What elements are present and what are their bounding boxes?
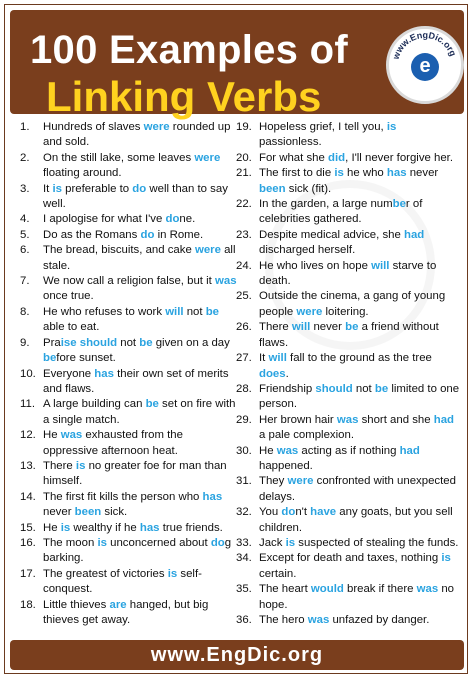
item-sentence bbox=[259, 197, 460, 228]
item-number: 26. bbox=[236, 321, 252, 334]
sentence-text: loitering. bbox=[322, 305, 369, 318]
sentence-text: n't bbox=[295, 506, 311, 519]
sentence-text: Everyone bbox=[43, 367, 95, 380]
list-item bbox=[236, 289, 460, 320]
sentence-text: set on fire with a single match. bbox=[43, 398, 236, 426]
list-item bbox=[20, 428, 238, 459]
item-number: 3. bbox=[20, 182, 30, 195]
list-item bbox=[20, 336, 238, 367]
list-item bbox=[236, 151, 460, 166]
sentence-text: hanged, but big thieves get away. bbox=[43, 598, 209, 626]
sentence-text: The greatest of victories bbox=[43, 567, 168, 580]
logo-text: www.EngDic.org bbox=[390, 29, 459, 61]
linking-verb: do bbox=[140, 228, 155, 241]
linking-verb: would bbox=[310, 583, 344, 596]
linking-verb: was bbox=[60, 429, 83, 442]
item-sentence bbox=[43, 120, 238, 151]
title-banner bbox=[10, 10, 464, 120]
item-sentence bbox=[43, 243, 238, 274]
sentence-text: The first fit kills the person who bbox=[43, 490, 203, 503]
item-number: 21. bbox=[236, 167, 252, 180]
list-item bbox=[20, 567, 238, 598]
linking-verb: is bbox=[285, 536, 296, 549]
sentence-text: acting as if nothing bbox=[298, 444, 400, 457]
item-number: 2. bbox=[20, 151, 30, 164]
linking-verb: be bbox=[374, 382, 389, 395]
sentence-text: The heart bbox=[259, 583, 311, 596]
list-item bbox=[236, 474, 460, 505]
sentence-text: able to eat. bbox=[43, 321, 100, 334]
linking-verb: were bbox=[194, 244, 221, 257]
page-subtitle: Linking Verbs bbox=[46, 73, 322, 120]
sentence-text: fall to the ground as the tree bbox=[286, 352, 432, 365]
sentence-text: sick. bbox=[101, 506, 128, 519]
linking-verb: were bbox=[296, 305, 323, 318]
linking-verb: do bbox=[281, 506, 296, 519]
item-number: 32. bbox=[236, 506, 252, 519]
linking-verb: be bbox=[145, 398, 159, 411]
sentence-text: It bbox=[43, 182, 53, 195]
linking-verb: is bbox=[334, 167, 344, 180]
list-item bbox=[236, 197, 460, 228]
linking-verb: is bbox=[75, 459, 86, 472]
item-sentence bbox=[259, 551, 460, 582]
list-item bbox=[236, 166, 460, 197]
item-sentence bbox=[43, 151, 238, 182]
list-item bbox=[236, 505, 460, 536]
item-sentence bbox=[43, 490, 238, 521]
list-item bbox=[236, 536, 460, 551]
linking-verb: was bbox=[307, 614, 330, 626]
linking-verb: do bbox=[210, 536, 225, 549]
sentence-text: no hope. bbox=[259, 583, 455, 611]
item-number: 11. bbox=[20, 398, 35, 411]
linking-verb: will bbox=[268, 352, 287, 365]
linking-verb: has bbox=[202, 490, 223, 503]
item-sentence bbox=[43, 598, 238, 629]
sentence-text: fore sunset. bbox=[56, 352, 116, 365]
item-number: 17. bbox=[20, 567, 36, 580]
list-item bbox=[20, 459, 238, 490]
sentence-text: The first to die bbox=[259, 167, 335, 180]
sentence-text: g barking. bbox=[43, 536, 232, 565]
item-sentence bbox=[43, 182, 238, 213]
linking-verb: been bbox=[74, 506, 102, 519]
item-sentence bbox=[259, 613, 460, 628]
list-item bbox=[20, 397, 238, 428]
sentence-text: , I'll never forgive her. bbox=[345, 151, 454, 164]
list-item bbox=[236, 413, 460, 444]
item-sentence bbox=[43, 567, 238, 598]
engdic-logo bbox=[386, 26, 464, 104]
sentence-text: he who bbox=[343, 167, 387, 180]
examples-list-left bbox=[20, 120, 238, 628]
item-sentence bbox=[259, 582, 460, 613]
list-item bbox=[236, 551, 460, 582]
item-sentence bbox=[259, 413, 460, 444]
sentence-text: Despite medical advice, she bbox=[259, 228, 404, 241]
sentence-text: He who lives on hope bbox=[259, 259, 372, 272]
page-title: 100 Examples of bbox=[30, 28, 348, 72]
linking-verb: has bbox=[386, 167, 407, 180]
sentence-text: Friendship bbox=[259, 382, 316, 395]
list-item bbox=[236, 382, 460, 413]
list-item bbox=[236, 582, 460, 613]
sentence-text: On the still lake, some leaves bbox=[43, 151, 195, 164]
list-item bbox=[236, 351, 460, 382]
item-number: 34. bbox=[236, 552, 252, 565]
item-number: 35. bbox=[236, 583, 252, 596]
linking-verb: had bbox=[433, 413, 455, 426]
item-number: 16. bbox=[20, 536, 36, 549]
sentence-text: They bbox=[259, 475, 288, 488]
sentence-text: There bbox=[259, 321, 292, 334]
item-sentence bbox=[259, 120, 460, 151]
sentence-text: r of celebrities gathered. bbox=[259, 198, 423, 226]
sentence-text: The hero bbox=[259, 614, 308, 626]
linking-verb: is bbox=[386, 121, 397, 133]
sentence-text: self-conquest. bbox=[43, 567, 202, 596]
linking-verb: has bbox=[94, 367, 114, 380]
sentence-text: no greater foe for man than himself. bbox=[43, 459, 227, 488]
linking-verb: is bbox=[441, 552, 451, 565]
linking-verb: does bbox=[259, 367, 286, 380]
linking-verb: will bbox=[371, 259, 390, 272]
linking-verb: been bbox=[259, 182, 286, 195]
linking-verb: are bbox=[109, 598, 127, 611]
sentence-text: For what she bbox=[259, 151, 329, 164]
linking-verb: be bbox=[345, 321, 359, 334]
list-item bbox=[236, 120, 460, 151]
item-sentence bbox=[43, 212, 238, 227]
sentence-text: all stale. bbox=[43, 244, 236, 272]
sentence-text: A large building can bbox=[43, 398, 146, 411]
list-item bbox=[20, 212, 238, 227]
item-number: 33. bbox=[236, 536, 252, 549]
sentence-text: You bbox=[259, 506, 282, 519]
item-number: 13. bbox=[20, 459, 36, 472]
item-number: 6. bbox=[20, 244, 30, 257]
sentence-text: never bbox=[406, 167, 439, 180]
list-item bbox=[20, 367, 238, 398]
item-number: 1. bbox=[20, 121, 30, 133]
linking-verb: have bbox=[310, 506, 337, 519]
list-item bbox=[236, 320, 460, 351]
linking-verb: should bbox=[79, 336, 118, 349]
item-sentence bbox=[43, 367, 238, 398]
linking-verb: is bbox=[97, 536, 107, 549]
sentence-text: preferable to bbox=[62, 182, 133, 195]
item-sentence bbox=[259, 505, 460, 536]
linking-verb: be bbox=[205, 305, 220, 318]
item-sentence bbox=[259, 536, 460, 551]
sentence-text: Outside the cinema, a gang of young people bbox=[259, 290, 446, 318]
list-item bbox=[20, 521, 238, 536]
sentence-text: He bbox=[43, 429, 61, 442]
sentence-text: in Rome. bbox=[154, 228, 204, 241]
sentence-text: Do as the Romans bbox=[43, 228, 141, 241]
sentence-text: The bread, biscuits, and cake bbox=[43, 244, 195, 257]
list-item bbox=[236, 259, 460, 290]
item-sentence bbox=[259, 259, 460, 290]
sentence-text: limited to one person. bbox=[259, 382, 460, 411]
item-sentence bbox=[259, 444, 460, 475]
linking-verb: do bbox=[132, 182, 147, 195]
sentence-text: certain. bbox=[259, 567, 297, 580]
list-item bbox=[20, 536, 238, 567]
sentence-text: Except for death and taxes, nothing bbox=[259, 552, 442, 565]
linking-verb: is bbox=[60, 521, 71, 534]
footer-url: www.EngDic.org bbox=[150, 644, 324, 666]
item-sentence bbox=[43, 428, 238, 459]
examples-list-right bbox=[236, 120, 460, 628]
linking-verb: had bbox=[404, 228, 425, 241]
linking-verb: was bbox=[336, 413, 359, 426]
item-sentence bbox=[259, 166, 460, 197]
list-item bbox=[20, 120, 238, 151]
list-item bbox=[20, 274, 238, 305]
sentence-text: never bbox=[310, 321, 346, 334]
sentence-text: a pale complexion. bbox=[259, 429, 354, 442]
logo-badge: e bbox=[411, 53, 439, 81]
item-number: 30. bbox=[236, 444, 252, 457]
item-sentence bbox=[259, 382, 460, 413]
item-number: 29. bbox=[236, 413, 252, 426]
item-sentence bbox=[259, 289, 460, 320]
item-sentence bbox=[43, 336, 238, 367]
item-number: 15. bbox=[20, 521, 36, 534]
sentence-text: rounded up and sold. bbox=[43, 121, 231, 149]
linking-verb: be bbox=[43, 352, 57, 365]
sentence-text: Little thieves bbox=[43, 598, 110, 611]
sentence-text: He who refuses to work bbox=[43, 305, 166, 318]
item-number: 28. bbox=[236, 382, 252, 395]
sentence-text: Jack bbox=[259, 536, 286, 549]
item-sentence bbox=[43, 536, 238, 567]
item-number: 14. bbox=[20, 490, 36, 503]
item-number: 8. bbox=[20, 305, 30, 318]
item-number: 23. bbox=[236, 228, 252, 241]
sentence-text: It bbox=[259, 352, 269, 365]
item-number: 9. bbox=[20, 336, 30, 349]
linking-verb: were bbox=[194, 151, 221, 164]
item-number: 27. bbox=[236, 352, 252, 365]
item-sentence bbox=[259, 474, 460, 505]
list-item bbox=[20, 243, 238, 274]
sentence-text: starve to death. bbox=[259, 259, 437, 288]
item-sentence bbox=[259, 351, 460, 382]
linking-verb: had bbox=[399, 444, 420, 457]
sentence-text: true friends. bbox=[159, 521, 223, 534]
sentence-text: He bbox=[43, 521, 61, 534]
item-number: 22. bbox=[236, 198, 252, 211]
linking-verb: do bbox=[165, 213, 180, 226]
item-number: 20. bbox=[236, 151, 252, 164]
item-sentence bbox=[43, 274, 238, 305]
linking-verb: be bbox=[392, 198, 406, 211]
list-item bbox=[20, 490, 238, 521]
item-number: 4. bbox=[20, 213, 30, 226]
sentence-text: suspected of stealing the funds. bbox=[295, 536, 459, 549]
item-sentence bbox=[43, 305, 238, 336]
footer-banner bbox=[10, 640, 464, 670]
linking-verb: will bbox=[165, 305, 184, 318]
item-sentence bbox=[259, 320, 460, 351]
sentence-text: given on a day bbox=[152, 336, 230, 349]
item-sentence bbox=[259, 228, 460, 259]
list-item bbox=[20, 182, 238, 213]
sentence-text: not bbox=[183, 305, 206, 318]
item-number: 5. bbox=[20, 228, 30, 241]
sentence-text: unfazed by danger. bbox=[329, 614, 430, 626]
sentence-text: wealthy if he bbox=[70, 521, 140, 534]
item-number: 7. bbox=[20, 275, 30, 288]
linking-verb: has bbox=[139, 521, 160, 534]
linking-verb: should bbox=[315, 382, 353, 395]
linking-verb: was bbox=[416, 583, 439, 596]
sentence-text: happened. bbox=[259, 459, 313, 472]
sentence-text: discharged herself. bbox=[259, 244, 356, 257]
list-item bbox=[236, 444, 460, 475]
sentence-text: a friend without flaws. bbox=[259, 321, 439, 349]
sentence-text: Her brown hair bbox=[259, 413, 337, 426]
sentence-text: sick (fit). bbox=[285, 182, 332, 195]
sentence-text: I apologise for what I've bbox=[43, 213, 166, 226]
list-item bbox=[236, 228, 460, 259]
list-item bbox=[20, 598, 238, 629]
linking-verb: will bbox=[291, 321, 311, 334]
item-number: 24. bbox=[236, 259, 252, 272]
sentence-text: Hundreds of slaves bbox=[43, 121, 144, 133]
sentence-text: once true. bbox=[43, 290, 94, 303]
linking-verb: were bbox=[143, 121, 170, 133]
sentence-text: any goats, but you sell children. bbox=[259, 506, 453, 534]
list-item bbox=[20, 305, 238, 336]
sentence-text: break if there bbox=[343, 583, 417, 596]
list-item bbox=[20, 151, 238, 182]
linking-verb: were bbox=[287, 475, 314, 488]
item-number: 36. bbox=[236, 614, 252, 626]
linking-verb: be bbox=[139, 336, 153, 349]
item-sentence bbox=[43, 459, 238, 490]
linking-verb: ise bbox=[60, 336, 77, 349]
sentence-text: confronted with unexpected delays. bbox=[259, 475, 456, 503]
item-sentence bbox=[43, 228, 238, 243]
linking-verb: did bbox=[328, 151, 346, 164]
item-number: 31. bbox=[236, 475, 252, 488]
sentence-text: There bbox=[43, 459, 76, 472]
item-number: 12. bbox=[20, 429, 36, 442]
linking-verb: was bbox=[276, 444, 299, 457]
item-number: 25. bbox=[236, 290, 252, 303]
sentence-text: short and she bbox=[358, 413, 434, 426]
linking-verb: is bbox=[167, 567, 178, 580]
sentence-text: passionless. bbox=[259, 136, 322, 149]
list-item bbox=[236, 613, 460, 628]
linking-verb: was bbox=[215, 275, 237, 288]
sentence-text: not bbox=[352, 382, 375, 395]
sentence-text: their own set of merits and flaws. bbox=[43, 367, 229, 395]
sentence-text: He bbox=[259, 444, 277, 457]
item-number: 10. bbox=[20, 367, 36, 380]
sentence-text: well than to say well. bbox=[43, 182, 228, 211]
item-number: 18. bbox=[20, 598, 36, 611]
sentence-text: Hopeless grief, I tell you, bbox=[259, 121, 387, 133]
sentence-text: In the garden, a large num bbox=[259, 198, 393, 211]
sentence-text: floating around. bbox=[43, 167, 122, 180]
sentence-text: not bbox=[117, 336, 140, 349]
sentence-text: . bbox=[285, 367, 289, 380]
item-sentence bbox=[43, 397, 238, 428]
sentence-text: The moon bbox=[43, 536, 98, 549]
sentence-text: Pra bbox=[43, 336, 61, 349]
sentence-text: We now call a religion false, but it bbox=[43, 275, 215, 288]
list-item bbox=[20, 228, 238, 243]
sentence-text: never bbox=[43, 506, 75, 519]
sentence-text: exhausted from the oppressive afternoon heat. bbox=[43, 429, 183, 457]
item-number: 19. bbox=[236, 121, 252, 133]
sentence-text: ne. bbox=[179, 213, 196, 226]
linking-verb: is bbox=[52, 182, 62, 195]
item-sentence bbox=[259, 151, 460, 166]
item-sentence bbox=[43, 521, 238, 536]
sentence-text: unconcerned about bbox=[106, 536, 211, 549]
